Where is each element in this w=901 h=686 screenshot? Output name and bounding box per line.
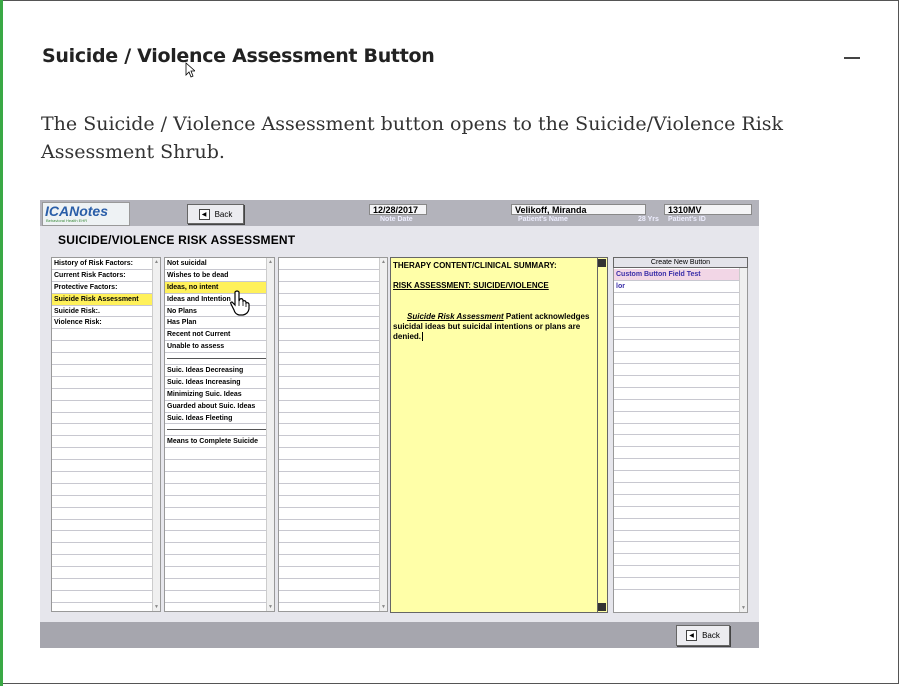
summary-title: THERAPY CONTENT/CLINICAL SUMMARY: [393,261,557,270]
note-date-label: Note Date [380,216,413,223]
accordion-title[interactable]: Suicide / Violence Assessment Button [42,45,435,67]
scrollbar[interactable]: ▼ [739,258,747,612]
text-caret [422,332,423,341]
active-indicator [0,0,3,686]
ehr-screenshot [40,200,759,648]
list-item[interactable]: Suic. Ideas Decreasing [165,365,274,377]
patient-id-field[interactable]: 1310MV [664,204,752,215]
list-item-selected[interactable]: Suicide Risk Assessment [52,294,160,306]
list-item[interactable]: Has Plan [165,317,274,329]
assessment-heading: SUICIDE/VIOLENCE RISK ASSESSMENT [58,233,296,247]
category-list[interactable] [51,257,161,612]
patient-age: 28 Yrs [638,216,659,223]
back-label: Back [702,631,720,640]
list-item[interactable]: Current Risk Factors: [52,270,160,282]
scrollbar[interactable]: ▲ ▼ [152,258,160,611]
list-item[interactable]: History of Risk Factors: [52,258,160,270]
option-list[interactable] [164,257,275,612]
list-item[interactable]: Suic. Ideas Increasing [165,377,274,389]
app-footer [40,622,759,648]
list-item[interactable]: Suic. Ideas Fleeting [165,413,274,425]
list-item[interactable]: Wishes to be dead [165,270,274,282]
list-item[interactable]: Not suicidal [165,258,274,270]
arrow-left-icon: ◀ [199,209,210,220]
list-item[interactable]: Unable to assess [165,341,274,353]
custom-button-list[interactable] [613,257,748,613]
app-header [40,200,759,226]
patient-id-label: Patient's ID [668,216,706,223]
create-new-button[interactable]: Create New Button [613,257,748,268]
list-item[interactable]: Means to Complete Suicide [165,436,274,448]
summary-section: RISK ASSESSMENT: SUICIDE/VIOLENCE [393,281,549,290]
scrollbar[interactable]: ▲ ▼ [266,258,274,611]
list-item[interactable]: Custom Button Field Test [614,269,747,281]
collapse-icon[interactable] [844,57,860,59]
scrollbar[interactable] [597,258,607,612]
list-item[interactable]: Violence Risk: [52,317,160,329]
clinical-summary-textarea[interactable] [390,257,608,613]
patient-name-field[interactable]: Velikoff, Miranda [511,204,646,215]
list-item[interactable]: Ideas and Intention [165,294,274,306]
app-logo [42,202,130,226]
summary-entry-label: Suicide Risk Assessment [407,312,504,321]
logo-subtext: Behavioral Health EHR [46,218,88,223]
sub-option-list[interactable] [278,257,388,612]
list-item[interactable]: Minimizing Suic. Ideas [165,389,274,401]
scroll-up-icon[interactable] [598,259,606,267]
summary-entry-text: Patient acknowledges suicidal ideas but suicidal intentions or plans are denied. [393,312,590,341]
list-item[interactable]: Guarded about Suic. Ideas [165,401,274,413]
scroll-down-icon[interactable] [598,603,606,611]
list-item[interactable]: Protective Factors: [52,282,160,294]
list-item[interactable]: lor [614,281,747,293]
back-button-top[interactable] [187,204,244,224]
back-label: Back [214,209,233,219]
back-button-bottom[interactable] [676,625,730,646]
patient-name-label: Patient's Name [518,216,568,223]
scrollbar[interactable]: ▲ ▼ [379,258,387,611]
mouse-pointer-icon [185,62,195,78]
list-item[interactable]: Recent not Current [165,329,274,341]
separator [165,353,274,365]
separator [165,424,274,436]
arrow-left-icon: ◀ [686,630,697,641]
hand-pointer-icon [229,290,251,316]
list-item[interactable]: Suicide Risk:. [52,306,160,318]
summary-entry [393,312,597,342]
note-date-field[interactable]: 12/28/2017 [369,204,427,215]
logo-text: ICANotes [45,203,109,219]
accordion-description: The Suicide / Violence Assessment button opens to the Suicide/Violence Risk Assessment Shrub. [41,113,784,163]
list-item[interactable]: No Plans [165,306,274,318]
list-item-selected[interactable]: Ideas, no intent [165,282,274,294]
